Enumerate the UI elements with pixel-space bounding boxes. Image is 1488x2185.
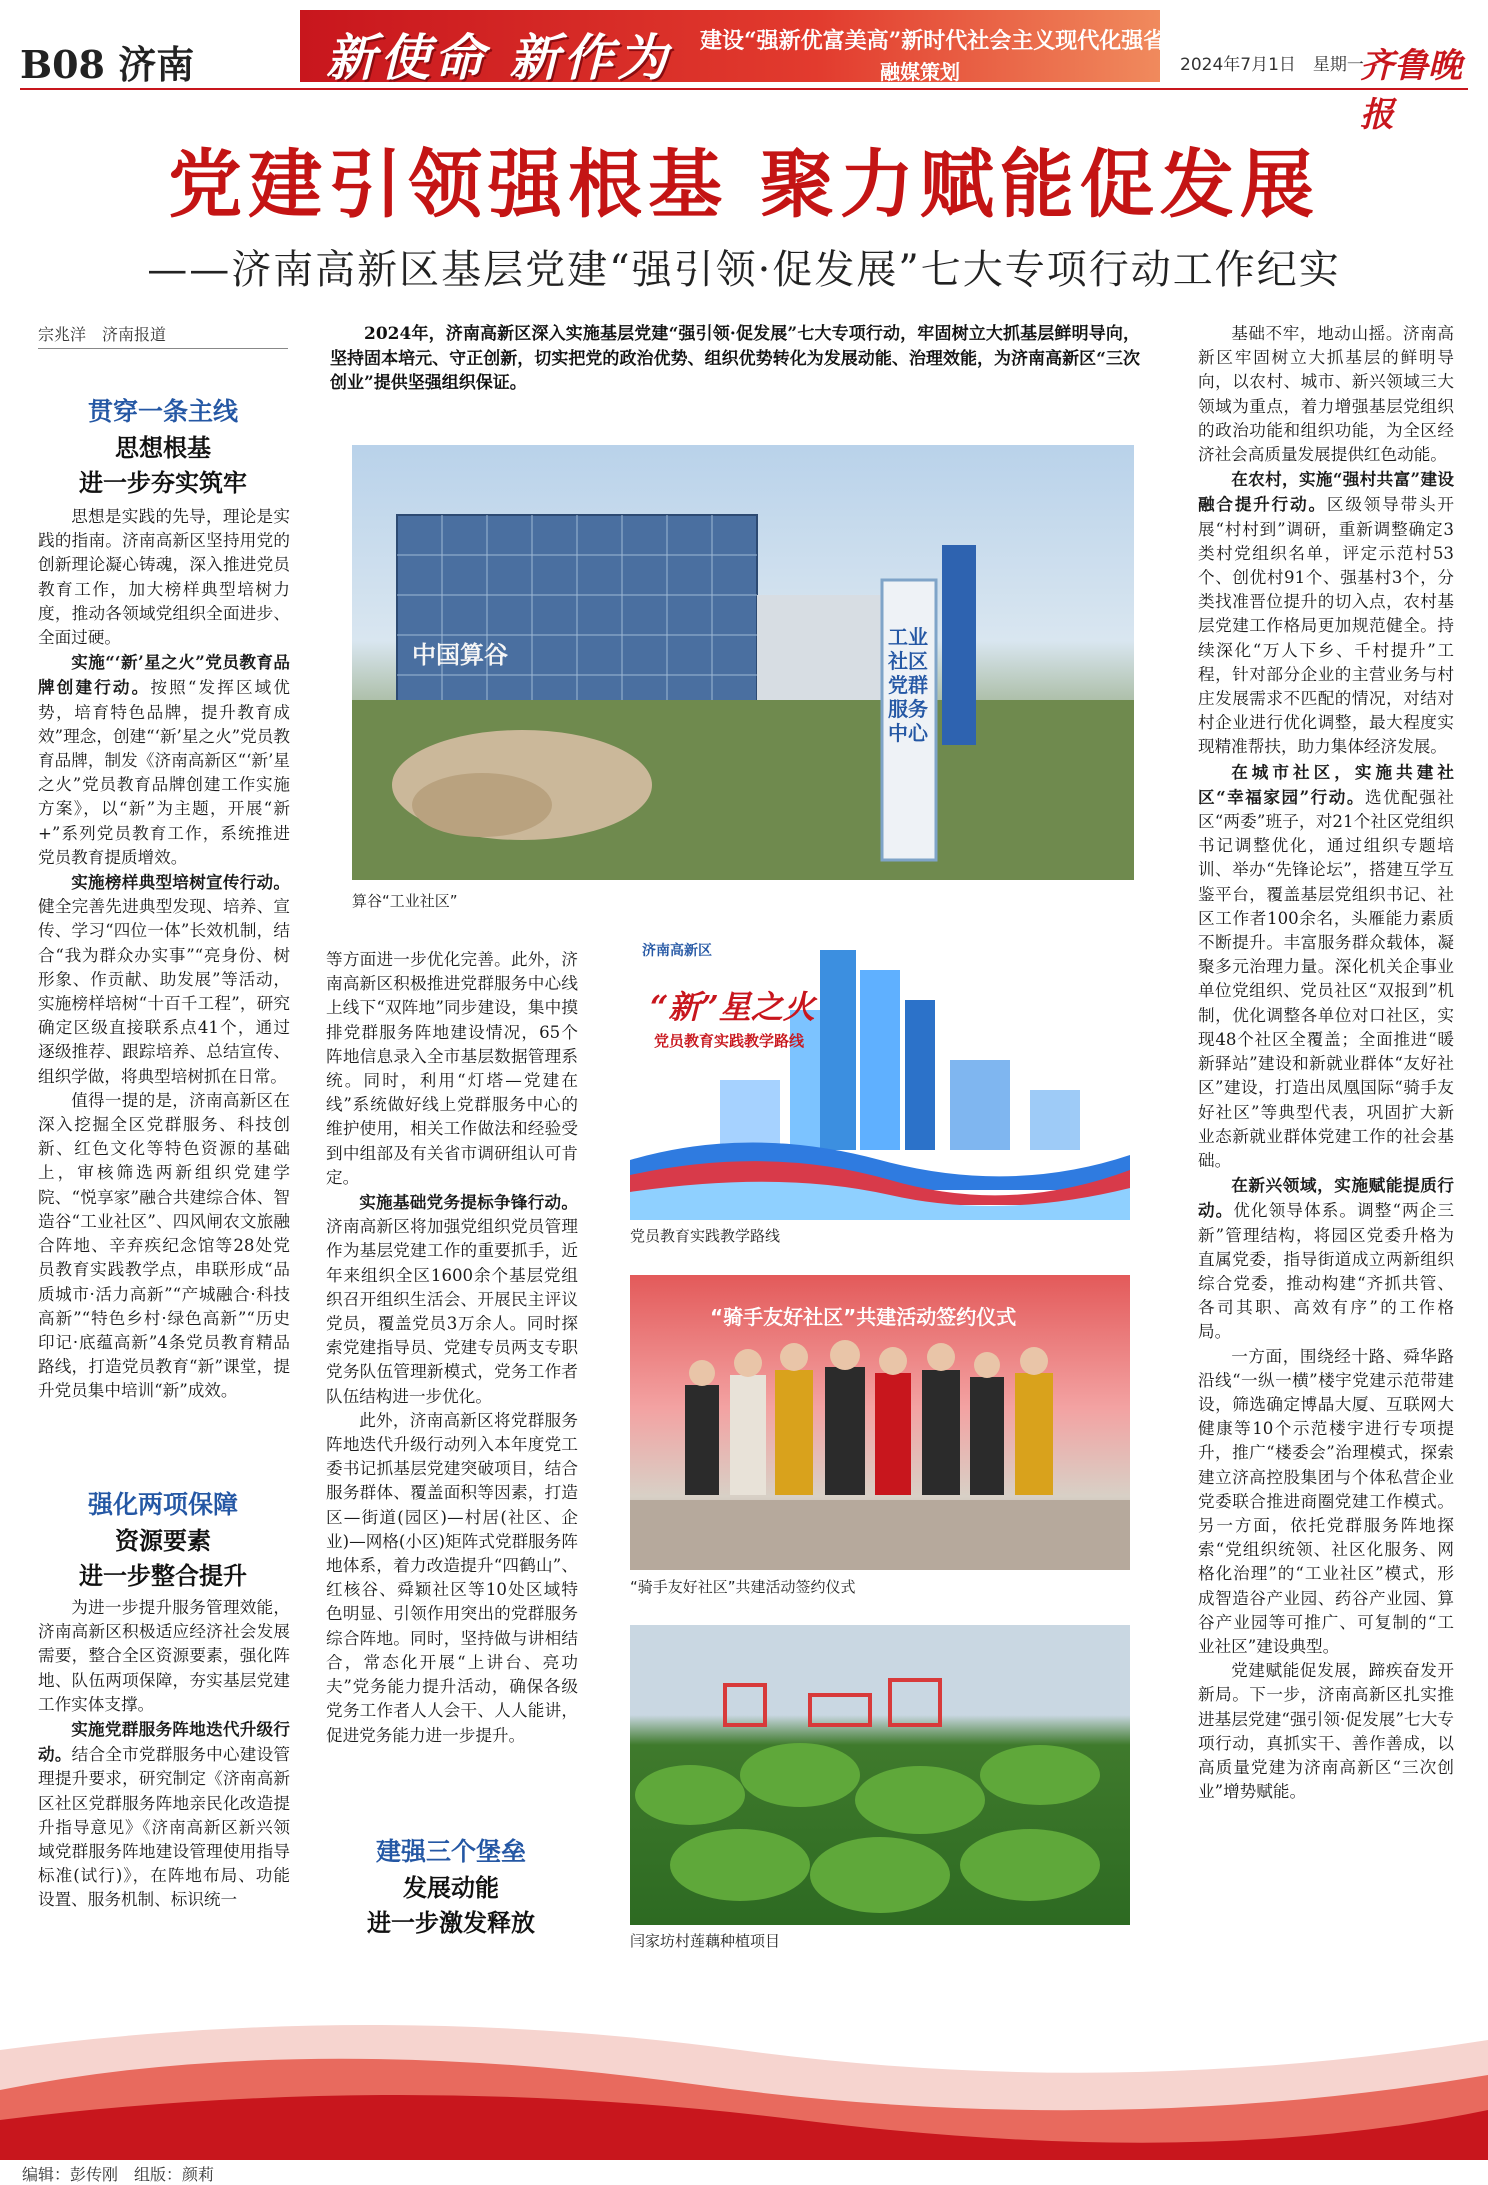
headline: 党建引领强根基 聚力赋能促发展: [168, 142, 1320, 228]
section-title: 思想根基: [115, 433, 211, 462]
page-number: B08 济南: [20, 42, 195, 87]
footer-decoration: [0, 1990, 1488, 2160]
rock-inscription: 中国算谷: [412, 641, 508, 669]
paragraph: 在新兴领域，实施赋能提质行动。优化领导体系。调整“两企三新”管理结构，将园区党委升格为直属党委，指导街道成立两新组织综合党委，推动构建“齐抓共管、各司其职、高效有序”的工作格局。: [1198, 1175, 1454, 1342]
ceremony-banner: “骑手友好社区”共建活动签约仪式: [710, 1305, 1017, 1329]
photo-ceremony: [630, 1275, 1130, 1570]
byline-rule: [38, 348, 288, 349]
paragraph: 在城市社区，实施共建社区“幸福家园”行动。选优配强社区“两委”班子，对21个社区党组织书记调整优化，通过组织专题培训、举办“先锋论坛”，搭建互学互鉴平台，覆盖基层党组织书记、社区工作者100余名，头雁能力素质不断提升。丰富服务群众载体，凝聚多元治理力量。深化机关企事业单位党组织、党员社区“双报到”机制，优化调整各单位对口社区，实现48个社区全覆盖；全面推进“暖新驿站”建设和新就业群体“友好社区”建设，打造出凤凰国际“骑手友好社区”等典型代表，巩固扩大新业态新就业群体党建工作的社会基础。: [1198, 761, 1455, 1170]
photo-caption-3: “骑手友好社区”共建活动签约仪式: [630, 1578, 856, 1596]
paragraph: 等方面进一步优化完善。此外，济南高新区积极推进党群服务中心线上线下“双阵地”同步建设，集中摸排党群服务阵地建设情况，65个阵地信息录入全市基层数据管理系统。同时，利用“灯塔—党建在线”系统做好线上党群服务中心的维护使用，相关工作做法和经验受到中组部及有关省市调研组认可肯定。: [326, 950, 578, 1187]
lotus-illustration: [630, 1625, 1130, 1925]
photo-caption-4: 闫家坊村莲藕种植项目: [630, 1932, 781, 1950]
photo-lotus: [630, 1625, 1130, 1925]
section-kicker: 贯穿一条主线: [87, 397, 238, 426]
paragraph: 此外，济南高新区将党群服务阵地迭代升级行动列入本年度党工委书记抓基层党建突破项目，结合服务群体、覆盖面积等因素，打造区—街道(园区)—村居(社区、企业)—网格(小区)矩阵式党群服务阵地体系，着力改造提升“四鹤山”、红核谷、舜颖社区等10处区域特色明显、引领作用突出的党群服务综合阵地。同时，坚持做与讲相结合，常态化开展“上讲台、亮功夫”党务能力提升活动，确保各级党务工作者人人会干、人人能讲，促进党务能力进一步提升。: [326, 1410, 578, 1745]
header-tag: 融媒策划: [880, 60, 960, 84]
photo-poster: [630, 930, 1130, 1220]
paragraph: 基础不牢，地动山摇。济南高新区牢固树立大抓基层的鲜明导向，以农村、城市、新兴领域三大领域为重点，着力增强基层党组织的政治功能和组织功能，为全区经济社会高质量发展提供红色动能。: [1198, 324, 1454, 465]
paragraph-lead: 实施榜样典型培树宣传行动。: [71, 872, 290, 893]
paragraph: 值得一提的是，济南高新区在深入挖掘全区党群服务、科技创新、红色文化等特色资源的基础上，审核筛选两新组织党建学院、“悦享家”融合共建综合体、智造谷“工业社区”、四风闸农文旅融合阵地、辛弃疾纪念馆等28处党员教育实践教学点，串联形成“品质城市·活力高新”“产城融合·科技高新”“特色乡村·绿色高新”“历史印记·底蕴高新”4条党员教育精品路线，打造党员教育“新”课堂，提升党员集中培训“新”成效。: [38, 1090, 290, 1401]
photo-building: [352, 445, 1134, 880]
section-kicker: 建强三个堡垒: [375, 1837, 526, 1866]
paragraph: 实施榜样典型培树宣传行动。健全完善先进典型发现、培养、宣传、学习“四位一体”长效机制，结合“我为群众办实事”“亮身份、树形象、作贡献、助发展”等活动，实施榜样培树“十百千工程”，研究确定区级直接联系点41个，通过逐级推荐、跟踪培养、总结宣传、组织学做，将典型培树抓在日常。: [38, 872, 290, 1086]
section-title: 进一步整合提升: [79, 1561, 247, 1590]
paragraph: 在农村，实施“强村共富”建设融合提升行动。区级领导带头开展“村村到”调研，重新调整确定3类村党组织名单，评定示范村53个、创优村91个、强基村3个，分类找准晋位提升的切入点，农村基层党建工作格局更加规范健全。持续深化“万人下乡、千村提升”工程，针对部分企业的主营业务与村庄发展需求不匹配的情况，对结对村企业进行优化调整，最大程度实现精准帮扶，助力集体经济发展。: [1198, 469, 1455, 757]
header-slogan: 新使命 新作为: [326, 28, 672, 87]
section-heading-2: [38, 1485, 288, 1591]
paragraph: 党建赋能促发展，蹄疾奋发开新局。下一步，济南高新区扎实推进基层党建“强引领·促发展”七大专项行动，真抓实干、善作善成，以高质量党建为济南高新区“三次创业”增势赋能。: [1198, 1661, 1454, 1802]
paragraph: 为进一步提升服务管理效能，济南高新区积极适应经济社会发展需要，整合全区资源要素，强化阵地、队伍两项保障，夯实基层党建工作实体支撑。: [38, 1598, 290, 1714]
section-title: 资源要素: [115, 1526, 211, 1555]
poster-logo: 济南高新区: [642, 943, 712, 959]
skyline-illustration: [630, 930, 1130, 1220]
editor-credit: 编辑：彭传刚 组版：颜莉: [22, 2165, 215, 2184]
poster-subtitle: 党员教育实践教学路线: [654, 1032, 805, 1050]
page-header: [0, 0, 1488, 135]
newspaper-logo: 齐鲁晚报: [1360, 46, 1462, 135]
section-heading-1: [38, 392, 288, 498]
paragraph-lead: 在城市社区，实施共建社区“幸福家园”行动。: [1198, 761, 1454, 807]
section-kicker: 强化两项保障: [87, 1490, 238, 1519]
paragraph-lead: 实施“‘新’星之火”党员教育品牌创建行动。: [38, 652, 290, 698]
section-title: 进一步激发释放: [367, 1908, 535, 1937]
issue-date: 2024年7月1日 星期一: [1180, 55, 1364, 75]
paragraph-lead: 实施基础党务提标争锋行动。: [359, 1192, 578, 1213]
section-title: 进一步夯实筑牢: [79, 468, 247, 497]
article-column-2: [326, 948, 578, 1748]
header-rule: [20, 88, 1468, 90]
article-column-1: [38, 505, 290, 1404]
section-title: 发展动能: [403, 1873, 499, 1902]
article-column-4: [1198, 322, 1454, 1804]
paragraph: 实施“‘新’星之火”党员教育品牌创建行动。按照“发挥区域优势，培育特色品牌，提升教育成效”理念，创建“‘新’星之火”党员教育品牌，制发《济南高新区“‘新’星之火”党员教育品牌创建工作实施方案》，以“新”为主题，开展“新+”系列党员教育工作，系统推进党员教育提质增效。: [38, 652, 291, 867]
subheadline: ——济南高新区基层党建“强引领·促发展”七大专项行动工作纪实: [147, 247, 1341, 293]
paragraph: 实施基础党务提标争锋行动。济南高新区将加强党组织党员管理作为基层党建工作的重要抓手，近年来组织全区1600余个基层党组织召开组织生活会、开展民主评议党员，覆盖党员3万余人。同时探索党建指导员、党建专员两支专职党务队伍管理新模式，党务工作者队伍结构进一步优化。: [326, 1192, 578, 1406]
paragraph: 一方面，围绕经十路、舜华路沿线“一纵一横”楼宇党建示范带建设，筛选确定博晶大厦、互联网大健康等10个示范楼宇进行专项提升，推广“楼委会”治理模式，探索建立济高控股集团与个体私营企业党委联合推进商圈党建工作模式。另一方面，依托党群服务阵地探索“党组织统领、社区化服务、网格化治理”的“工业社区”模式，形成智造谷产业园、药谷产业园、算谷产业园等可推广、可复制的“工业社区”建设典型。: [1198, 1346, 1454, 1656]
byline: 宗兆洋 济南报道: [38, 325, 167, 344]
paragraph: 思想是实践的先导，理论是实践的指南。济南高新区坚持用党的创新理论凝心铸魂，深入推进党员教育工作，加大榜样典型培树力度，推动各领域党组织全面进步、全面过硬。: [38, 507, 290, 648]
sign-text: 工业社区党群服务中心: [888, 625, 928, 745]
poster-title: “新”星之火: [650, 988, 815, 1026]
photo-caption-1: 算谷“工业社区”: [352, 892, 458, 910]
paragraph: 实施党群服务阵地迭代升级行动。结合全市党群服务中心建设管理提升要求，研究制定《济南高新区社区党群服务阵地亲民化改造提升指导意见》《济南高新区新兴领域党群服务阵地建设管理使用指导标准(试行)》，在阵地布局、功能设置、服务机制、标识统一: [38, 1719, 291, 1910]
photo-caption-2: 党员教育实践教学路线: [630, 1227, 781, 1245]
section-heading-3: [326, 1832, 576, 1938]
article-lead: 2024年，济南高新区深入实施基层党建“强引领·促发展”七大专项行动，牢固树立大抓基层鲜明导向，坚持固本培元、守正创新，切实把党的政治优势、组织优势转化为发展动能、治理效能，为济南高新区“三次创业”提供坚强组织保证。: [330, 324, 1140, 393]
paragraph-lead: 实施党群服务阵地迭代升级行动。: [38, 1719, 290, 1765]
article-column-1b: [38, 1596, 290, 1913]
paragraph-lead: 在农村，实施“强村共富”建设融合提升行动。: [1198, 469, 1454, 515]
paragraph-lead: 在新兴领域，实施赋能提质行动。: [1198, 1175, 1454, 1221]
footer-waves: [0, 1990, 1488, 2160]
header-subtitle: 建设“强新优富美高”新时代社会主义现代化强省会: [700, 28, 1188, 54]
